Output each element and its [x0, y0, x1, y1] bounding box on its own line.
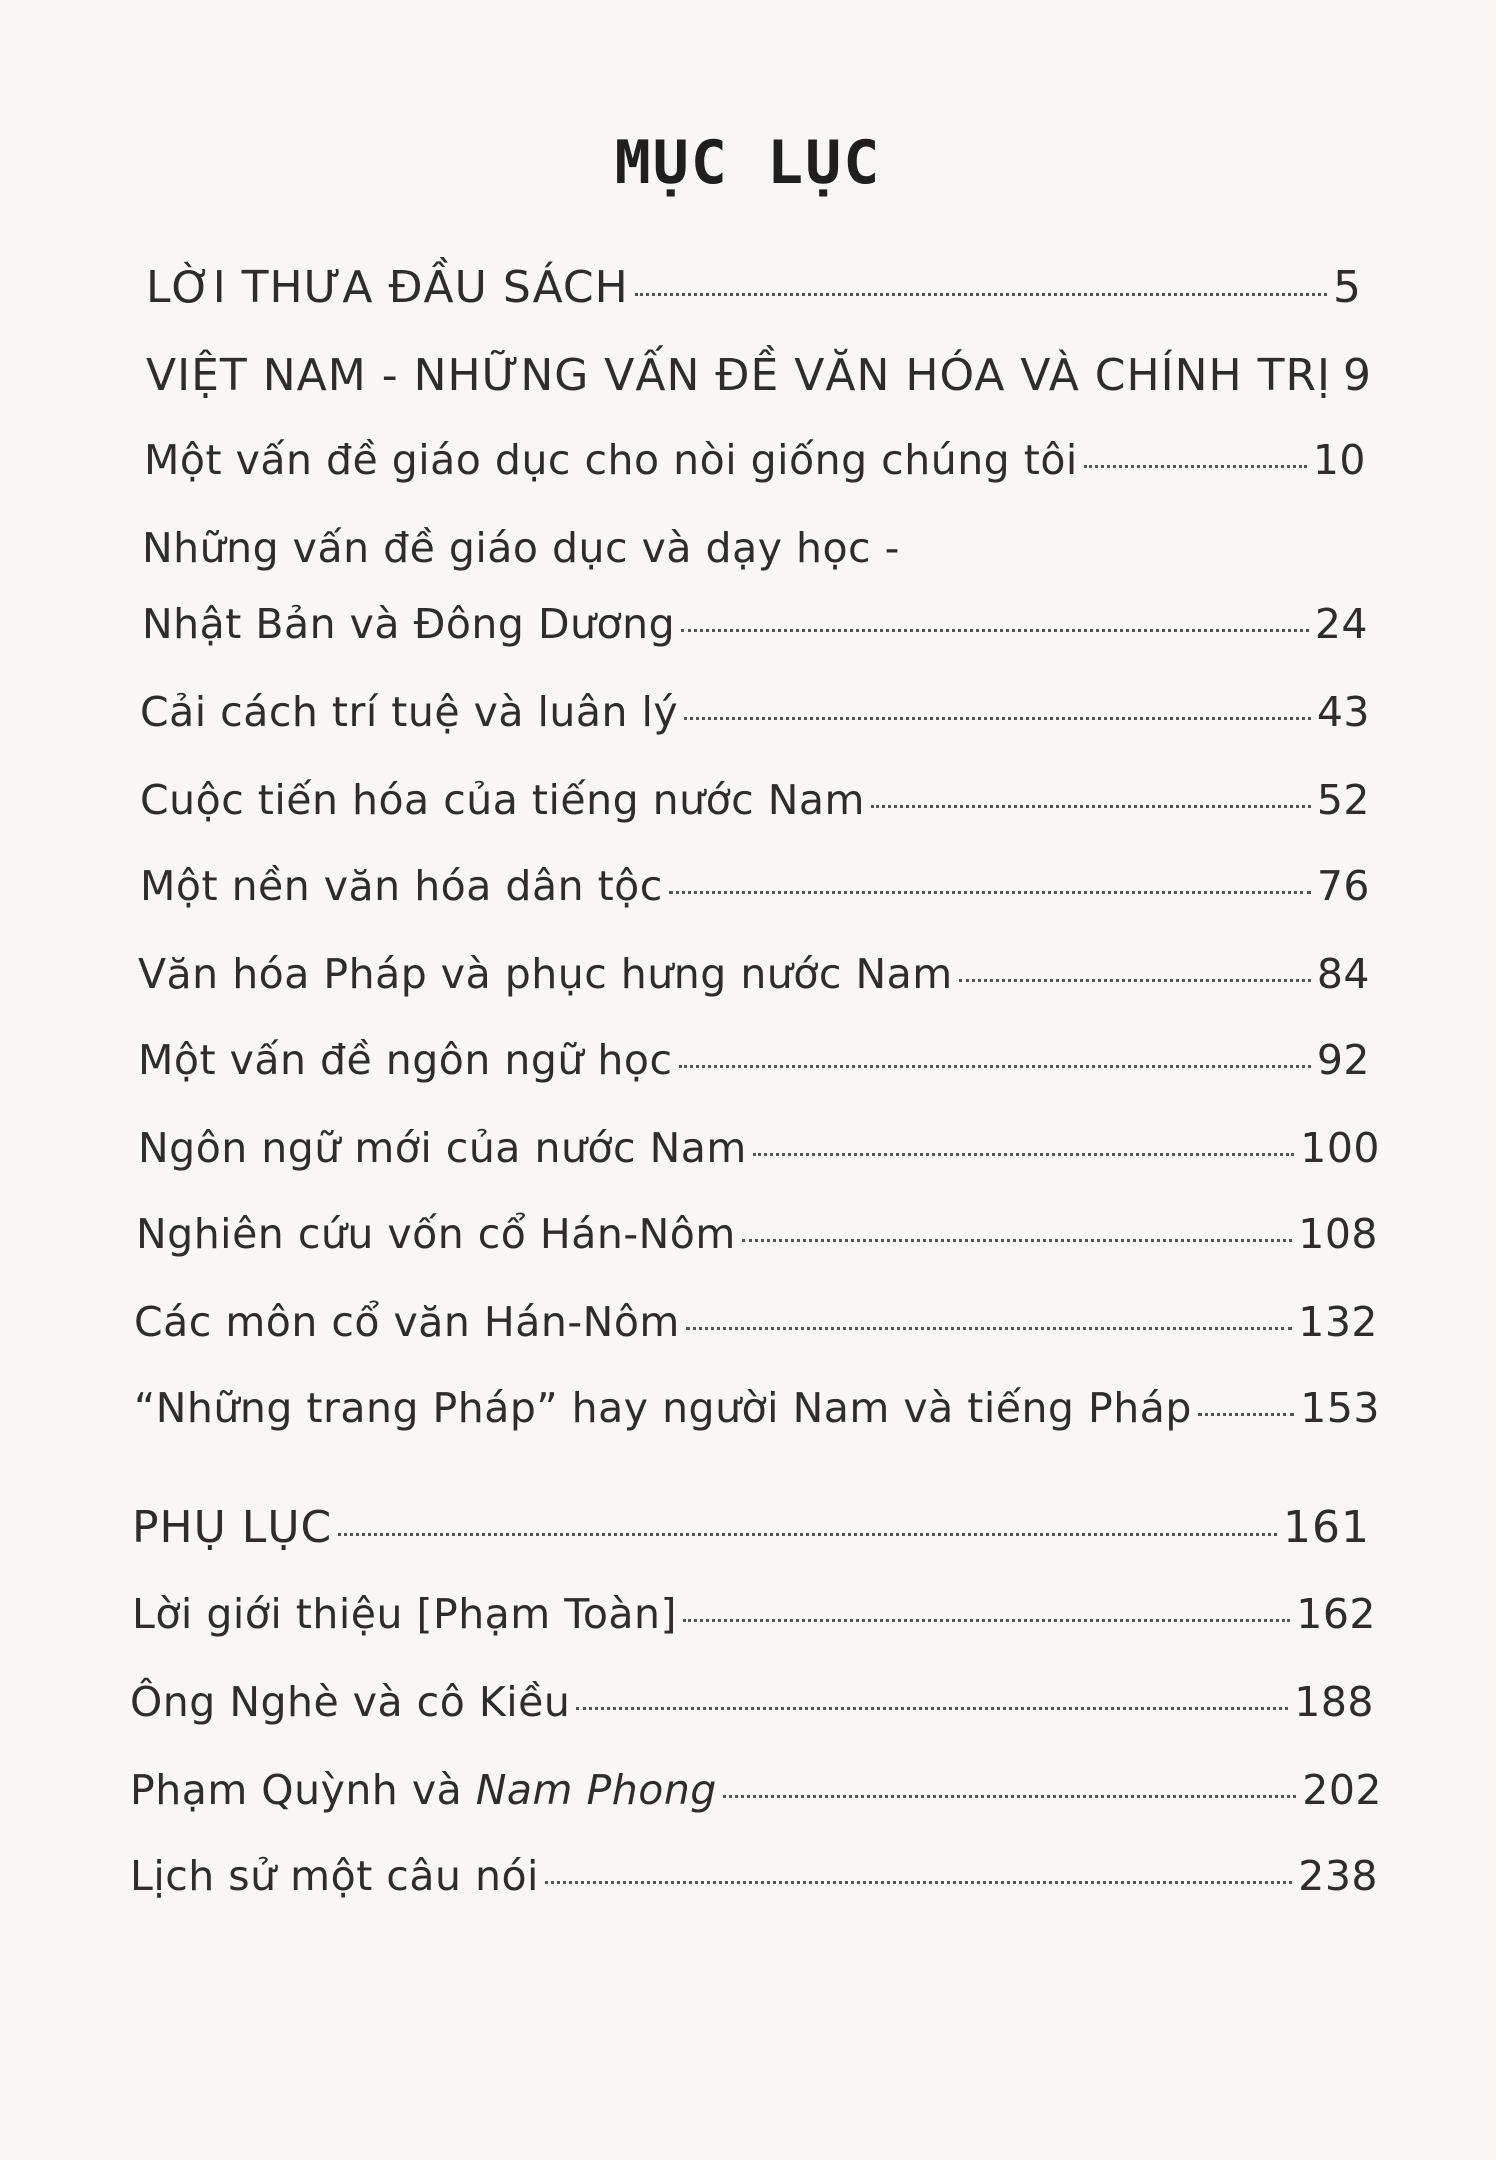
toc-entry[interactable]	[132, 1590, 1376, 1638]
leader-dots	[871, 805, 1311, 808]
toc-entry-label: Lời giới thiệu [Phạm Toàn]	[132, 1590, 678, 1638]
page-title: MỤC LỤC	[614, 128, 882, 198]
toc-entry-label: Lịch sử một câu nói	[130, 1852, 539, 1900]
toc-entry[interactable]	[130, 1852, 1378, 1900]
toc-entry[interactable]	[140, 862, 1370, 910]
toc-entry[interactable]	[140, 688, 1370, 736]
toc-entry[interactable]	[138, 1036, 1370, 1084]
toc-entry-label: “Những trang Pháp” hay người Nam và tiếng Pháp	[134, 1384, 1192, 1432]
leader-dots	[686, 1327, 1292, 1330]
leader-dots	[338, 1533, 1277, 1536]
toc-entry[interactable]	[130, 1678, 1374, 1726]
toc-entry[interactable]	[144, 436, 1366, 484]
toc-entry[interactable]	[138, 1124, 1380, 1172]
toc-entry-label: Một vấn đề giáo dục cho nòi giống chúng tôi	[144, 436, 1078, 484]
toc-entry-page: 92	[1316, 1036, 1370, 1084]
toc-entry-label: Văn hóa Pháp và phục hưng nước Nam	[138, 950, 953, 998]
leader-dots	[681, 629, 1309, 632]
toc-entry[interactable]	[134, 1384, 1380, 1432]
toc-entry-label: Ngôn ngữ mới của nước Nam	[138, 1124, 747, 1172]
leader-dots	[723, 1795, 1296, 1798]
leader-dots	[679, 1065, 1311, 1068]
toc-entry-page: 188	[1294, 1678, 1374, 1726]
toc-entry[interactable]	[134, 1298, 1378, 1346]
toc-entry-page: 5	[1333, 262, 1362, 313]
leader-dots	[669, 891, 1311, 894]
toc-entry-page: 52	[1316, 776, 1370, 824]
toc-entry-page: 43	[1316, 688, 1370, 736]
leader-dots	[684, 717, 1311, 720]
toc-entry-label-italic: Nam Phong	[475, 1766, 717, 1814]
toc-entry-page: 10	[1312, 436, 1366, 484]
toc-entry-label: PHỤ LỤC	[132, 1502, 333, 1553]
toc-entry[interactable]	[142, 600, 1368, 648]
toc-entry[interactable]	[138, 950, 1370, 998]
toc-entry-label: Cuộc tiến hóa của tiếng nước Nam	[140, 776, 865, 824]
leader-dots	[576, 1707, 1288, 1710]
toc-entry[interactable]	[136, 1210, 1378, 1258]
leader-dots	[959, 979, 1311, 982]
toc-entry-page: 132	[1298, 1298, 1378, 1346]
toc-entry-page: 9	[1343, 350, 1372, 401]
toc-entry[interactable]	[146, 350, 1372, 401]
toc-entry-page: 100	[1300, 1124, 1380, 1172]
toc-entry[interactable]	[140, 776, 1370, 824]
toc-entry-page: 153	[1300, 1384, 1380, 1432]
toc-entry-page: 108	[1298, 1210, 1378, 1258]
toc-entry-label: Một nền văn hóa dân tộc	[140, 862, 663, 910]
toc-entry-page: 238	[1298, 1852, 1378, 1900]
toc-entry-page: 162	[1296, 1590, 1376, 1638]
leader-dots	[1084, 465, 1307, 468]
toc-entry-page: 24	[1314, 600, 1368, 648]
leader-dots	[545, 1881, 1292, 1884]
toc-entry-label: Nghiên cứu vốn cổ Hán-Nôm	[136, 1210, 736, 1258]
leader-dots	[635, 293, 1327, 296]
toc-entry-page: 202	[1302, 1766, 1382, 1814]
toc-entry-page: 76	[1316, 862, 1370, 910]
toc-entry-label: Các môn cổ văn Hán-Nôm	[134, 1298, 680, 1346]
toc-entry-label: LỜI THƯA ĐẦU SÁCH	[146, 262, 629, 313]
toc-entry-label-prefix: Phạm Quỳnh và	[130, 1766, 476, 1814]
toc-entry[interactable]	[146, 262, 1362, 313]
toc-entry-label: Cải cách trí tuệ và luân lý	[140, 688, 679, 736]
toc-entry-label: Một vấn đề ngôn ngữ học	[138, 1036, 673, 1084]
toc-entry[interactable]	[132, 1502, 1370, 1553]
leader-dots	[753, 1153, 1294, 1156]
toc-entry-label: VIỆT NAM - NHỮNG VẤN ĐỀ VĂN HÓA VÀ CHÍNH TRỊ	[146, 350, 1331, 401]
toc-entry-label: Ông Nghè và cô Kiều	[130, 1678, 571, 1726]
toc-entry[interactable]	[130, 1766, 1382, 1814]
leader-dots	[742, 1239, 1292, 1242]
toc-entry-label	[130, 1766, 717, 1814]
toc-entry-page: 161	[1283, 1502, 1370, 1553]
toc-entry-label: Nhật Bản và Đông Dương	[142, 600, 676, 648]
leader-dots	[1198, 1413, 1294, 1416]
toc-entry-label-line1: Những vấn đề giáo dục và dạy học -	[142, 524, 900, 572]
leader-dots	[683, 1619, 1290, 1622]
toc-entry-page: 84	[1316, 950, 1370, 998]
